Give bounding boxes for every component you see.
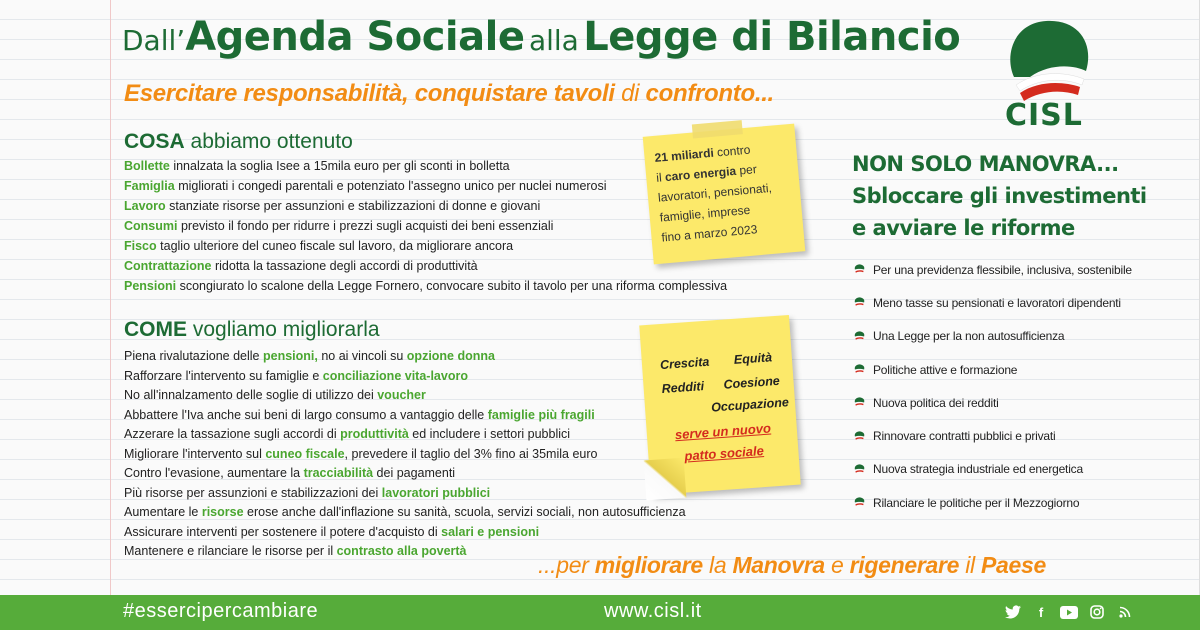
- note1-bold2: caro energia: [664, 163, 737, 185]
- come-item-pre: Abbattere l'Iva anche sui beni di largo consumo a vantaggio delle: [124, 407, 488, 422]
- come-item: [124, 406, 686, 426]
- cosa-item: [124, 216, 727, 236]
- social-links: [1004, 603, 1134, 621]
- note2-word-occupazione: Occupazione: [710, 395, 790, 415]
- note2-red-line2: patto sociale: [683, 443, 765, 464]
- right-heading-line3: e avviare le riforme: [852, 216, 1075, 240]
- cosa-item-key: Contrattazione: [124, 259, 212, 273]
- come-item: [124, 367, 686, 387]
- cosa-heading: [124, 130, 353, 154]
- note2-red-line1: serve un nuovo: [674, 420, 772, 443]
- note-fold: [644, 458, 687, 501]
- cisl-bullet-icon: [854, 364, 865, 375]
- closing-d: Manovra: [732, 552, 825, 578]
- cosa-item-text: ridotta la tassazione degli accordi di produttività: [214, 259, 478, 273]
- note2-word-redditi: Redditi: [661, 379, 705, 397]
- closing-f: rigenerare: [849, 552, 960, 578]
- cisl-bullet-icon: [854, 464, 865, 475]
- facebook-icon[interactable]: f: [1038, 604, 1044, 620]
- cisl-bullet-icon: [854, 331, 865, 342]
- come-item-pre: Mantenere e rilanciare le risorse per il: [124, 544, 337, 558]
- cosa-item-key: Famiglia: [124, 179, 175, 193]
- come-heading-rest: vogliamo migliorarla: [192, 318, 380, 341]
- footer-bar: [0, 595, 1200, 630]
- come-item-pre: Piena rivalutazione delle: [124, 349, 263, 363]
- closing-slogan: [538, 552, 1046, 579]
- cosa-item: [124, 196, 727, 216]
- logo-text: CISL: [1005, 98, 1083, 133]
- sticky-note-patto: [639, 315, 800, 495]
- cosa-item-text: previsto il fondo per ridurre i prezzi sugli acquisti dei beni essenziali: [180, 219, 554, 233]
- cosa-item-text: innalzata la soglia Isee a 15mila euro per gli sconti in bolletta: [173, 159, 510, 173]
- come-item-key: salari e pensioni: [441, 524, 540, 539]
- closing-g: il: [965, 552, 975, 578]
- note1-line4: famiglie, imprese: [659, 202, 751, 225]
- come-item-pre: No all'innalzamento delle soglie di utilizzo dei: [124, 388, 378, 402]
- reform-item: [854, 453, 1132, 486]
- note1-line3: lavoratori, pensionati,: [657, 180, 773, 205]
- come-item: [124, 523, 686, 543]
- come-item-mid: dei pagamenti: [373, 466, 456, 480]
- come-item-mid: ed includere i settori pubblici: [408, 427, 571, 441]
- cisl-bullet-icon: [854, 264, 865, 275]
- cisl-bullet-icon: [854, 497, 865, 508]
- reform-item: [854, 286, 1132, 319]
- come-item: [124, 484, 686, 504]
- reform-item-text: Nuova strategia industriale ed energetica: [873, 462, 1083, 477]
- come-item-mid: , prevedere il taglio del 3% fino ai 35mila euro: [344, 446, 598, 461]
- note1-bold1: 21 miliardi: [653, 145, 715, 165]
- cosa-item-text: scongiurato lo scalone della Legge Fornero, convocare subito il tavolo per una riforma complessiva: [179, 279, 728, 293]
- come-item: [124, 425, 686, 445]
- reform-item: [854, 419, 1132, 452]
- cosa-item-key: Bollette: [124, 159, 170, 173]
- reform-item-text: Una Legge per la non autosufficienza: [873, 329, 1065, 344]
- instagram-icon[interactable]: [1088, 603, 1106, 621]
- come-item-pre: Rafforzare l'intervento su famiglie e: [124, 368, 323, 383]
- come-item-mid: no ai vincoli su: [317, 349, 407, 363]
- tape: [692, 120, 743, 138]
- come-item-key: produttività: [340, 427, 409, 441]
- cosa-list: [124, 156, 727, 296]
- come-list: [124, 347, 686, 562]
- closing-e: e: [831, 552, 844, 578]
- come-item-pre: Migliorare l'intervento sul: [124, 446, 266, 461]
- note1-t3: per: [738, 162, 758, 178]
- title-mid: alla: [528, 24, 579, 57]
- note2-word-equita: Equità: [733, 350, 773, 367]
- reform-item-text: Rinnovare contratti pubblici e privati: [873, 429, 1056, 444]
- reform-item: [854, 353, 1132, 386]
- come-item-key: risorse: [201, 505, 244, 519]
- subtitle: [124, 80, 774, 108]
- closing-a: ...per: [538, 552, 589, 578]
- cosa-item-key: Pensioni: [124, 279, 177, 293]
- note1-t1: contro: [716, 142, 751, 160]
- reform-item: [854, 253, 1132, 286]
- cosa-heading-rest: abbiamo ottenuto: [190, 130, 353, 153]
- title-part1: Agenda Sociale: [185, 14, 525, 60]
- sticky-note-energy: [643, 124, 806, 265]
- cisl-bullet-icon: [854, 431, 865, 442]
- cosa-item: [124, 156, 727, 176]
- come-item-key: contrasto alla povertà: [336, 544, 467, 558]
- cosa-item: [124, 256, 727, 276]
- reform-item-text: Meno tasse su pensionati e lavoratori dipendenti: [873, 295, 1121, 310]
- right-heading-line2: Sbloccare gli investimenti: [852, 184, 1147, 208]
- subtitle-c: confronto...: [645, 80, 774, 107]
- right-heading-line1: NON SOLO MANOVRA...: [852, 152, 1119, 176]
- subtitle-a: Esercitare responsabilità, conquistare tavoli: [124, 80, 615, 107]
- cosa-item: [124, 236, 727, 256]
- reform-item-text: Rilanciare le politiche per il Mezzogiorno: [873, 495, 1080, 510]
- come-item-key: lavoratori pubblici: [381, 485, 491, 500]
- cosa-item-key: Lavoro: [124, 199, 166, 213]
- cosa-heading-bold: COSA: [124, 130, 185, 153]
- cosa-item-text: migliorati i congedi parentali e potenziato l'assegno unico per nuclei numerosi: [178, 179, 607, 193]
- come-item: [124, 464, 686, 484]
- website-link[interactable]: www.cisl.it: [604, 600, 702, 622]
- page-title: [122, 14, 960, 60]
- come-item-key: conciliazione vita-lavoro: [322, 368, 468, 383]
- right-heading: [852, 148, 1147, 244]
- cosa-item: [124, 176, 727, 196]
- come-item-pre: Aumentare le: [124, 505, 202, 519]
- reform-item-text: Politiche attive e formazione: [873, 362, 1018, 377]
- note1-line5: fino a marzo 2023: [660, 222, 758, 245]
- rss-icon[interactable]: [1116, 603, 1134, 621]
- cosa-item-key: Consumi: [124, 219, 178, 233]
- note2-word-crescita: Crescita: [659, 354, 710, 373]
- come-item-key2: opzione donna: [406, 349, 495, 363]
- cosa-item-text: stanziate risorse per assunzioni e stabilizzazioni di donne e giovani: [169, 199, 541, 213]
- come-item: [124, 386, 686, 406]
- reform-item: [854, 320, 1132, 353]
- come-item-key: voucher: [377, 388, 426, 402]
- come-heading: [124, 318, 380, 342]
- title-prefix: Dall’: [122, 24, 186, 57]
- come-item-pre: Contro l'evasione, aumentare la: [124, 466, 304, 480]
- come-item-key: cuneo fiscale: [265, 446, 345, 461]
- subtitle-b: di: [621, 80, 640, 107]
- come-heading-bold: COME: [124, 318, 187, 341]
- twitter-icon[interactable]: [1004, 603, 1022, 621]
- cisl-bullet-icon: [854, 297, 865, 308]
- cosa-item-text: taglio ulteriore del cuneo fiscale sul lavoro, da migliorare ancora: [160, 239, 514, 253]
- come-item-pre: Più risorse per assunzioni e stabilizzazioni dei: [124, 485, 382, 500]
- cosa-item-key: Fisco: [124, 239, 157, 253]
- note1-t2: il: [655, 170, 663, 185]
- reform-item-text: Nuova politica dei redditi: [873, 395, 999, 410]
- closing-c: la: [709, 552, 727, 578]
- cosa-item: [124, 276, 727, 296]
- closing-h: Paese: [980, 552, 1046, 578]
- margin-line: [110, 0, 111, 595]
- note2-word-coesione: Coesione: [723, 373, 781, 392]
- reform-item: [854, 386, 1132, 419]
- closing-b: migliorare: [594, 552, 703, 578]
- come-item-key: famiglie più fragili: [487, 407, 595, 422]
- reform-item-text: Per una previdenza flessibile, inclusiva, sostenibile: [873, 262, 1132, 277]
- come-item-mid: erose anche dall'inflazione su sanità, scuola, servizi sociali, non autosufficienza: [243, 505, 686, 519]
- reform-item: [854, 486, 1132, 519]
- title-part2: Legge di Bilancio: [583, 14, 961, 60]
- come-item-key: pensioni,: [262, 349, 318, 363]
- hashtag-link[interactable]: #essercipercambiare: [123, 600, 319, 622]
- come-item: [124, 503, 686, 523]
- reforms-list: [854, 253, 1132, 519]
- come-item-pre: Assicurare interventi per sostenere il potere d'acquisto di: [124, 524, 442, 539]
- come-item-pre: Azzerare la tassazione sugli accordi di: [124, 427, 341, 441]
- come-item: [124, 347, 686, 367]
- come-item: [124, 445, 686, 465]
- cisl-bullet-icon: [854, 397, 865, 408]
- come-item-key: tracciabilità: [303, 466, 374, 480]
- youtube-icon[interactable]: [1060, 603, 1078, 621]
